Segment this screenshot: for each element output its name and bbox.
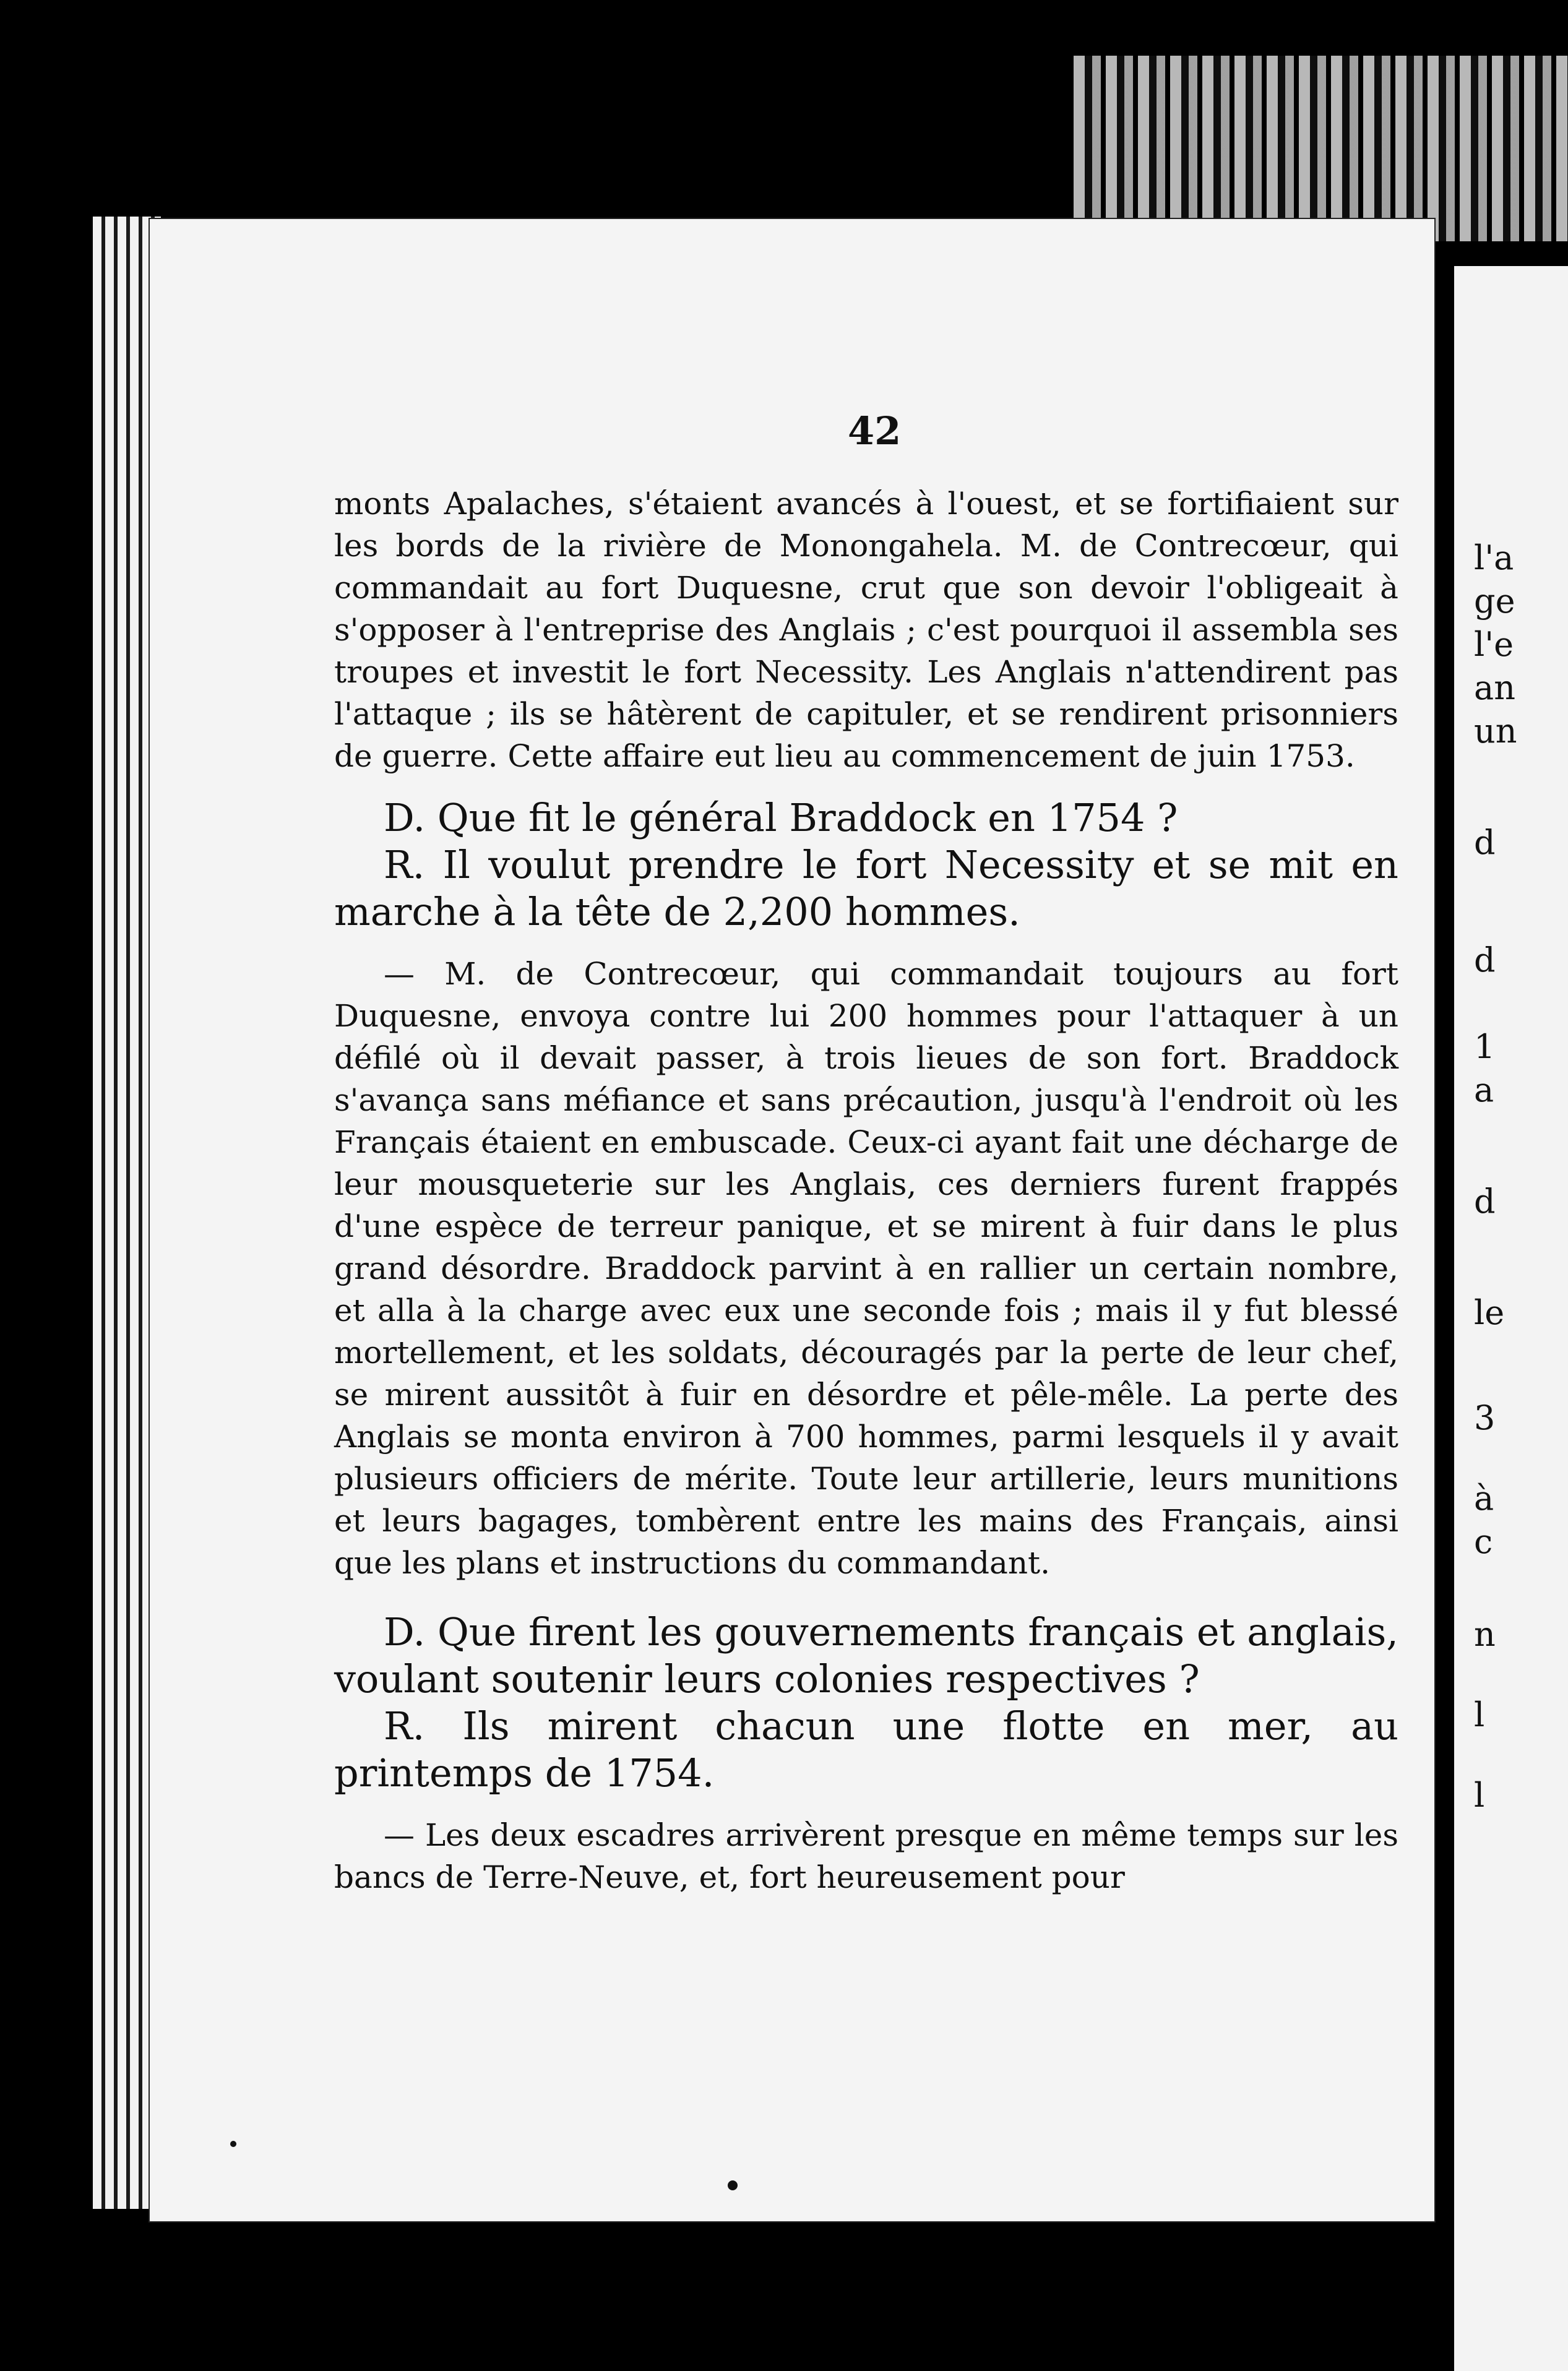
facing-page-edge (1454, 266, 1568, 2371)
facing-page-fragment: d (1474, 1182, 1496, 1221)
scan-speck (230, 2141, 236, 2147)
scan-calibration-strip (1074, 56, 1568, 241)
facing-page-fragment: à (1474, 1479, 1494, 1518)
facing-page-fragment: d (1474, 823, 1496, 862)
facing-page-fragment: a (1474, 1070, 1494, 1109)
facing-page-fragment: l (1474, 1776, 1485, 1815)
answer-braddock: R. Il voulut prendre le fort Necessity et se mit en marche à la tête de 2,200 hommes. (334, 842, 1398, 934)
paragraph-battle-account: — M. de Contrecœur, qui commandait toujours au fort Duquesne, envoya contre lui 200 hommes pour l'attaquer à un défilé où il devait passer, à trois lieues de son fort. Braddock s'avança sans méfiance et sans précaution, jusqu'à l'endroit où les Français étaient en embuscade. Ceux-ci ayant fait une décharge de leur mousqueterie sur les Anglais, ces derniers furent frappés d'une espèce de terreur panique, et se mirent à fuir dans le plus grand désordre. Braddock parvint à en rallier un certain nombre, et alla à la charge avec eux une seconde fois ; mais il y fut blessé mortellement, et les soldats, découragés par la perte de leur chef, se mirent aussitôt à fuir en désordre et pêle-mêle. La perte des Anglais se monta environ à 700 hommes, parmi lesquels il y avait plusieurs officiers de mérite. Toute leur artillerie, leurs munitions et leurs bagages, tombèrent entre les mains des Français, ainsi que les plans et instructions du commandant. (334, 956, 1398, 1581)
facing-page-fragment: an (1474, 668, 1515, 707)
facing-page-fragment: l (1474, 1695, 1485, 1734)
question-braddock: D. Que fit le général Braddock en 1754 ? (384, 795, 1178, 840)
facing-page-fragment: c (1474, 1522, 1493, 1561)
facing-page-fragment: ge (1474, 582, 1515, 621)
facing-page-fragment: l'a (1474, 538, 1514, 577)
paragraph-squadrons: — Les deux escadres arrivèrent presque en même temps sur les bancs de Terre-Neuve, et, fort heureusement pour (334, 1817, 1398, 1895)
facing-page-fragment: le (1474, 1293, 1505, 1332)
scan-speck (728, 2180, 738, 2190)
facing-page-fragment: d (1474, 940, 1496, 979)
paragraph-intro: monts Apalaches, s'étaient avancés à l'ouest, et se fortifiaient sur les bords de la rivière de Monongahela. M. de Contrecœur, qui commandait au fort Duquesne, crut que son devoir l'obligeait à s'opposer à l'entreprise des Anglais ; c'est pourquoi il assembla ses troupes et investit le fort Necessity. Les Anglais n'attendirent pas l'attaque ; ils se hâtèrent de capituler, et se rendirent prisonniers de guerre. Cette affaire eut lieu au commencement de juin 1753. (334, 486, 1398, 774)
question-governments: D. Que firent les gouvernements français et anglais, voulant soutenir leurs colonies respectives ? (334, 1609, 1398, 1702)
page-number: 42 (848, 408, 902, 454)
facing-page-fragment: 3 (1474, 1398, 1496, 1437)
page-text-body (334, 483, 1398, 1898)
answer-fleets: R. Ils mirent chacun une flotte en mer, au printemps de 1754. (334, 1703, 1398, 1796)
facing-page-fragment: un (1474, 712, 1517, 751)
facing-page-fragment: l'e (1474, 625, 1514, 664)
facing-page-fragment: n (1474, 1615, 1496, 1654)
facing-page-fragment: 1 (1474, 1027, 1496, 1066)
